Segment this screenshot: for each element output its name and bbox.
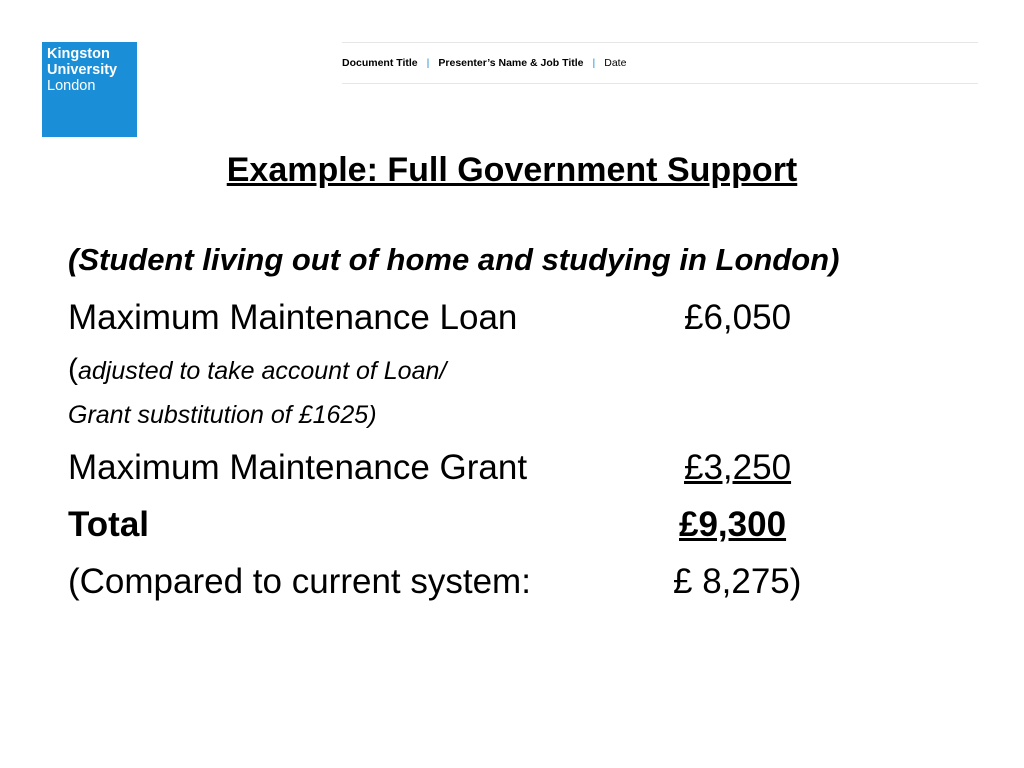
note-open-paren: ( [68, 353, 78, 386]
header-date: Date [604, 57, 627, 69]
total-label: Total [68, 505, 150, 544]
compare-value: £ 8,275) [673, 562, 802, 601]
header-separator: | [426, 57, 430, 69]
logo-line-kingston: Kingston [47, 46, 110, 62]
grant-value: £3,250 [684, 448, 792, 487]
grant-label: Maximum Maintenance Grant [68, 448, 528, 487]
total-value: £9,300 [679, 505, 787, 544]
header-document-title: Document Title [342, 57, 418, 69]
header-presenter: Presenter’s Name & Job Title [438, 57, 584, 69]
kingston-university-logo [42, 42, 137, 137]
note-text-line1: adjusted to take account of Loan/ [78, 357, 447, 385]
slide-title: Example: Full Government Support [226, 151, 798, 189]
loan-label: Maximum Maintenance Loan [68, 298, 518, 337]
compare-label: (Compared to current system: [68, 562, 531, 601]
adjustment-note-line2: Grant substitution of £1625) [68, 401, 377, 429]
slide-header-bar [342, 42, 978, 84]
adjustment-note-line1 [68, 354, 446, 387]
header-separator: | [592, 57, 596, 69]
loan-value: £6,050 [684, 298, 792, 337]
logo-line-university: University [47, 62, 118, 78]
logo-line-london: London [47, 78, 96, 94]
slide-subtitle: (Student living out of home and studying in London) [68, 242, 840, 277]
